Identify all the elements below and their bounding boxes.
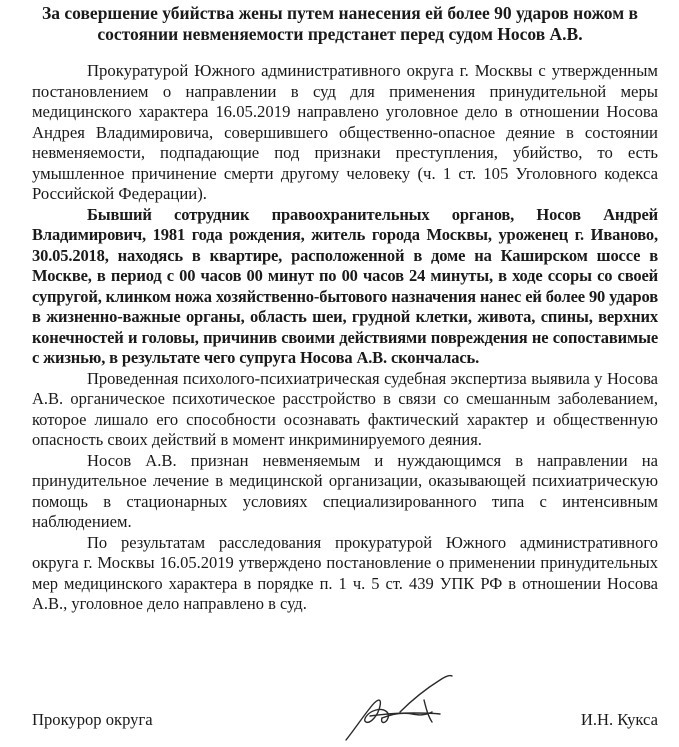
document-title: За совершение убийства жены путем нанесения ей более 90 ударов ножом в состоянии невменяемости предстанет перед судом Носов А.В. (42, 3, 638, 44)
signer-name: И.Н. Кукса (580, 710, 658, 729)
paragraph-4: Носов А.В. признан невменяемым и нуждающимся в направлении на принудительное лечение в медицинской организации, оказывающей психиатрическую помощь в стационарных условиях специализированного типа с интенсивным наблюдением. (32, 450, 658, 531)
paragraph-5: По результатам расследования прокуратурой Южного административного округа г. Москвы 16.05.2019 утверждено постановление о применении принудительных мер медицинского характера в порядке п. 1 ч. 5 ст. 439 УПК РФ в отношении Носова А.В., уголовное дело направлено в суд. (32, 532, 658, 613)
document-body (32, 61, 658, 615)
signer-position: Прокурор округа (32, 710, 153, 729)
paragraph-2: Бывший сотрудник правоохранительных органов, Носов Андрей Владимирович, 1981 года рождения, житель города Москвы, уроженец г. Иваново, 30.05.2018, находясь в квартире, расположенной в доме на Каширском шоссе в Москве, в период с 00 часов 00 минут по 00 часов 24 минуты, в ходе ссоры со своей супругой, клинком ножа хозяйственно-бытового назначения нанес ей более 90 ударов в жизненно-важные органы, область шеи, грудной клетки, живота, спины, верхних конечностей и головы, причинив своими действиями повреждения не сопоставимые с жизнью, в результате чего супруга Носова А.В. скончалась. (32, 204, 658, 367)
handwritten-signature-icon (340, 672, 460, 747)
paragraph-3: Проведенная психолого-психиатрическая судебная экспертиза выявила у Носова А.В. органическое психотическое расстройство в связи со смешанным заболеванием, которое лишало его способности осознавать фактический характер и общественную опасность своих действий в момент инкриминируемого деяния. (32, 368, 658, 449)
paragraph-1: Прокуратурой Южного административного округа г. Москвы с утвержденным постановлением о направлении в суд для применения принудительной меры медицинского характера 16.05.2019 направлено уголовное дело в отношении Носова Андрея Владимировича, совершившего общественно-опасное деяние в состоянии невменяемости, подпадающие под признаки преступления, убийство, то есть умышленное причинение смерти другому человеку (ч. 1 ст. 105 Уголовного кодекса Российской Федерации). (32, 61, 658, 203)
